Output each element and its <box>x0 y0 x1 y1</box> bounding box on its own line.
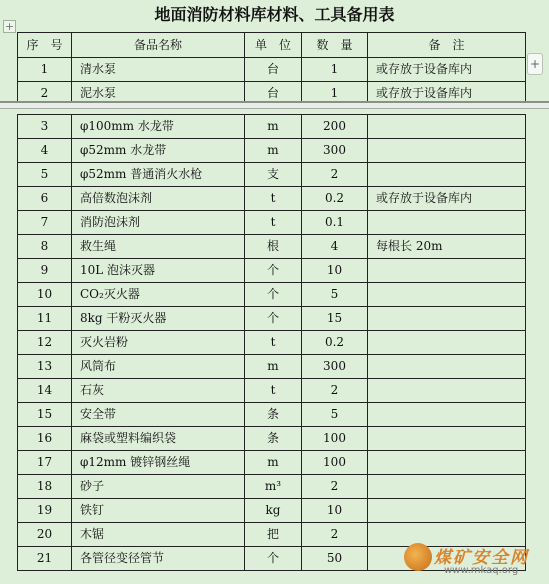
table-row <box>18 355 526 379</box>
cell-name: 各管径变径管节 <box>72 547 245 571</box>
cell-qty: 100 <box>302 427 368 451</box>
table-row <box>18 331 526 355</box>
cell-unit: t <box>245 379 302 403</box>
cell-note: 或存放于设备库内 <box>368 82 526 106</box>
cell-no: 6 <box>18 187 72 211</box>
cell-qty: 2 <box>302 475 368 499</box>
cell-name: 风筒布 <box>72 355 245 379</box>
cell-name: 木锯 <box>72 523 245 547</box>
table-row <box>18 451 526 475</box>
cell-no: 17 <box>18 451 72 475</box>
cell-unit: 支 <box>245 163 302 187</box>
cell-unit: m <box>245 139 302 163</box>
header-no: 序 号 <box>18 33 72 58</box>
cell-unit: m³ <box>245 475 302 499</box>
cell-qty: 4 <box>302 235 368 259</box>
page-break-divider <box>0 101 549 109</box>
cell-qty: 300 <box>302 139 368 163</box>
header-note: 备 注 <box>368 33 526 58</box>
cell-unit: 条 <box>245 403 302 427</box>
table-row <box>18 139 526 163</box>
cell-qty: 200 <box>302 115 368 139</box>
cell-name: 10L 泡沫灭器 <box>72 259 245 283</box>
table-row <box>18 211 526 235</box>
cell-qty: 10 <box>302 499 368 523</box>
cell-name: 高倍数泡沫剂 <box>72 187 245 211</box>
materials-table-bottom <box>17 114 526 571</box>
cell-name: φ100mm 水龙带 <box>72 115 245 139</box>
cell-unit: m <box>245 355 302 379</box>
cell-note <box>368 163 526 187</box>
cell-name: φ52mm 水龙带 <box>72 139 245 163</box>
table-row <box>18 115 526 139</box>
table-row <box>18 307 526 331</box>
cell-name: 泥水泵 <box>72 82 245 106</box>
cell-unit: 个 <box>245 547 302 571</box>
cell-unit: t <box>245 211 302 235</box>
cell-qty: 50 <box>302 547 368 571</box>
header-name: 备品名称 <box>72 33 245 58</box>
cell-note <box>368 355 526 379</box>
cell-qty: 0.1 <box>302 211 368 235</box>
cell-note: 或存放于设备库内 <box>368 58 526 82</box>
cell-note: 或存放于设备库内 <box>368 187 526 211</box>
watermark-url: www.mkaq.org <box>444 565 519 576</box>
cell-no: 3 <box>18 115 72 139</box>
table-row <box>18 259 526 283</box>
materials-table-top <box>17 32 526 106</box>
cell-qty: 0.2 <box>302 331 368 355</box>
cell-unit: 个 <box>245 283 302 307</box>
table-row <box>18 187 526 211</box>
cell-note <box>368 451 526 475</box>
cell-unit: 条 <box>245 427 302 451</box>
table-row <box>18 403 526 427</box>
cell-no: 16 <box>18 427 72 451</box>
cell-note <box>368 379 526 403</box>
cell-name: 救生绳 <box>72 235 245 259</box>
cell-note <box>368 427 526 451</box>
cell-note <box>368 499 526 523</box>
cell-name: 石灰 <box>72 379 245 403</box>
header-qty: 数 量 <box>302 33 368 58</box>
cell-name: 安全带 <box>72 403 245 427</box>
cell-note <box>368 115 526 139</box>
cell-qty: 10 <box>302 259 368 283</box>
cell-name: 砂子 <box>72 475 245 499</box>
cell-note <box>368 331 526 355</box>
cell-no: 14 <box>18 379 72 403</box>
table-insert-column-icon[interactable]: + <box>527 53 543 75</box>
cell-note <box>368 307 526 331</box>
cell-no: 21 <box>18 547 72 571</box>
cell-name: 铁钉 <box>72 499 245 523</box>
header-unit: 单 位 <box>245 33 302 58</box>
table-add-handle-icon[interactable]: + <box>4 20 15 33</box>
cell-no: 20 <box>18 523 72 547</box>
cell-no: 9 <box>18 259 72 283</box>
cell-unit: 把 <box>245 523 302 547</box>
logo-icon <box>404 543 432 571</box>
table-row <box>18 58 526 82</box>
cell-name: 灭火岩粉 <box>72 331 245 355</box>
cell-qty: 0.2 <box>302 187 368 211</box>
site-watermark <box>404 543 544 579</box>
watermark-text: 煤矿安全网 <box>434 548 529 568</box>
cell-no: 15 <box>18 403 72 427</box>
cell-no: 4 <box>18 139 72 163</box>
cell-no: 10 <box>18 283 72 307</box>
cell-note <box>368 139 526 163</box>
cell-qty: 100 <box>302 451 368 475</box>
cell-no: 1 <box>18 58 72 82</box>
cell-name: 麻袋或塑料编织袋 <box>72 427 245 451</box>
table-header-row <box>18 33 526 58</box>
cell-qty: 2 <box>302 523 368 547</box>
cell-name: φ52mm 普通消火水枪 <box>72 163 245 187</box>
cell-qty: 15 <box>302 307 368 331</box>
cell-qty: 5 <box>302 283 368 307</box>
cell-unit: 根 <box>245 235 302 259</box>
table-row <box>18 163 526 187</box>
cell-note <box>368 283 526 307</box>
cell-no: 7 <box>18 211 72 235</box>
cell-unit: 台 <box>245 58 302 82</box>
cell-name: φ12mm 镀锌钢丝绳 <box>72 451 245 475</box>
cell-unit: 个 <box>245 307 302 331</box>
cell-no: 18 <box>18 475 72 499</box>
cell-unit: 个 <box>245 259 302 283</box>
cell-note: 每根长 20m <box>368 235 526 259</box>
cell-unit: kg <box>245 499 302 523</box>
cell-name: 8kg 干粉灭火器 <box>72 307 245 331</box>
table-row <box>18 427 526 451</box>
cell-unit: m <box>245 115 302 139</box>
cell-no: 8 <box>18 235 72 259</box>
cell-unit: t <box>245 187 302 211</box>
table-row <box>18 475 526 499</box>
cell-no: 2 <box>18 82 72 106</box>
cell-unit: t <box>245 331 302 355</box>
page-title: 地面消防材料库材料、工具备用表 <box>154 5 395 24</box>
table-row <box>18 283 526 307</box>
cell-qty: 1 <box>302 82 368 106</box>
cell-note <box>368 403 526 427</box>
cell-qty: 2 <box>302 379 368 403</box>
cell-no: 5 <box>18 163 72 187</box>
cell-qty: 2 <box>302 163 368 187</box>
cell-qty: 5 <box>302 403 368 427</box>
cell-qty: 1 <box>302 58 368 82</box>
cell-name: 消防泡沫剂 <box>72 211 245 235</box>
cell-note <box>368 259 526 283</box>
table-row <box>18 499 526 523</box>
table-row <box>18 235 526 259</box>
cell-no: 13 <box>18 355 72 379</box>
cell-unit: 台 <box>245 82 302 106</box>
cell-note <box>368 211 526 235</box>
cell-no: 12 <box>18 331 72 355</box>
cell-note <box>368 475 526 499</box>
table-row <box>18 379 526 403</box>
cell-name: 清水泵 <box>72 58 245 82</box>
cell-qty: 300 <box>302 355 368 379</box>
cell-no: 19 <box>18 499 72 523</box>
cell-unit: m <box>245 451 302 475</box>
cell-name: CO₂灭火器 <box>72 283 245 307</box>
cell-no: 11 <box>18 307 72 331</box>
